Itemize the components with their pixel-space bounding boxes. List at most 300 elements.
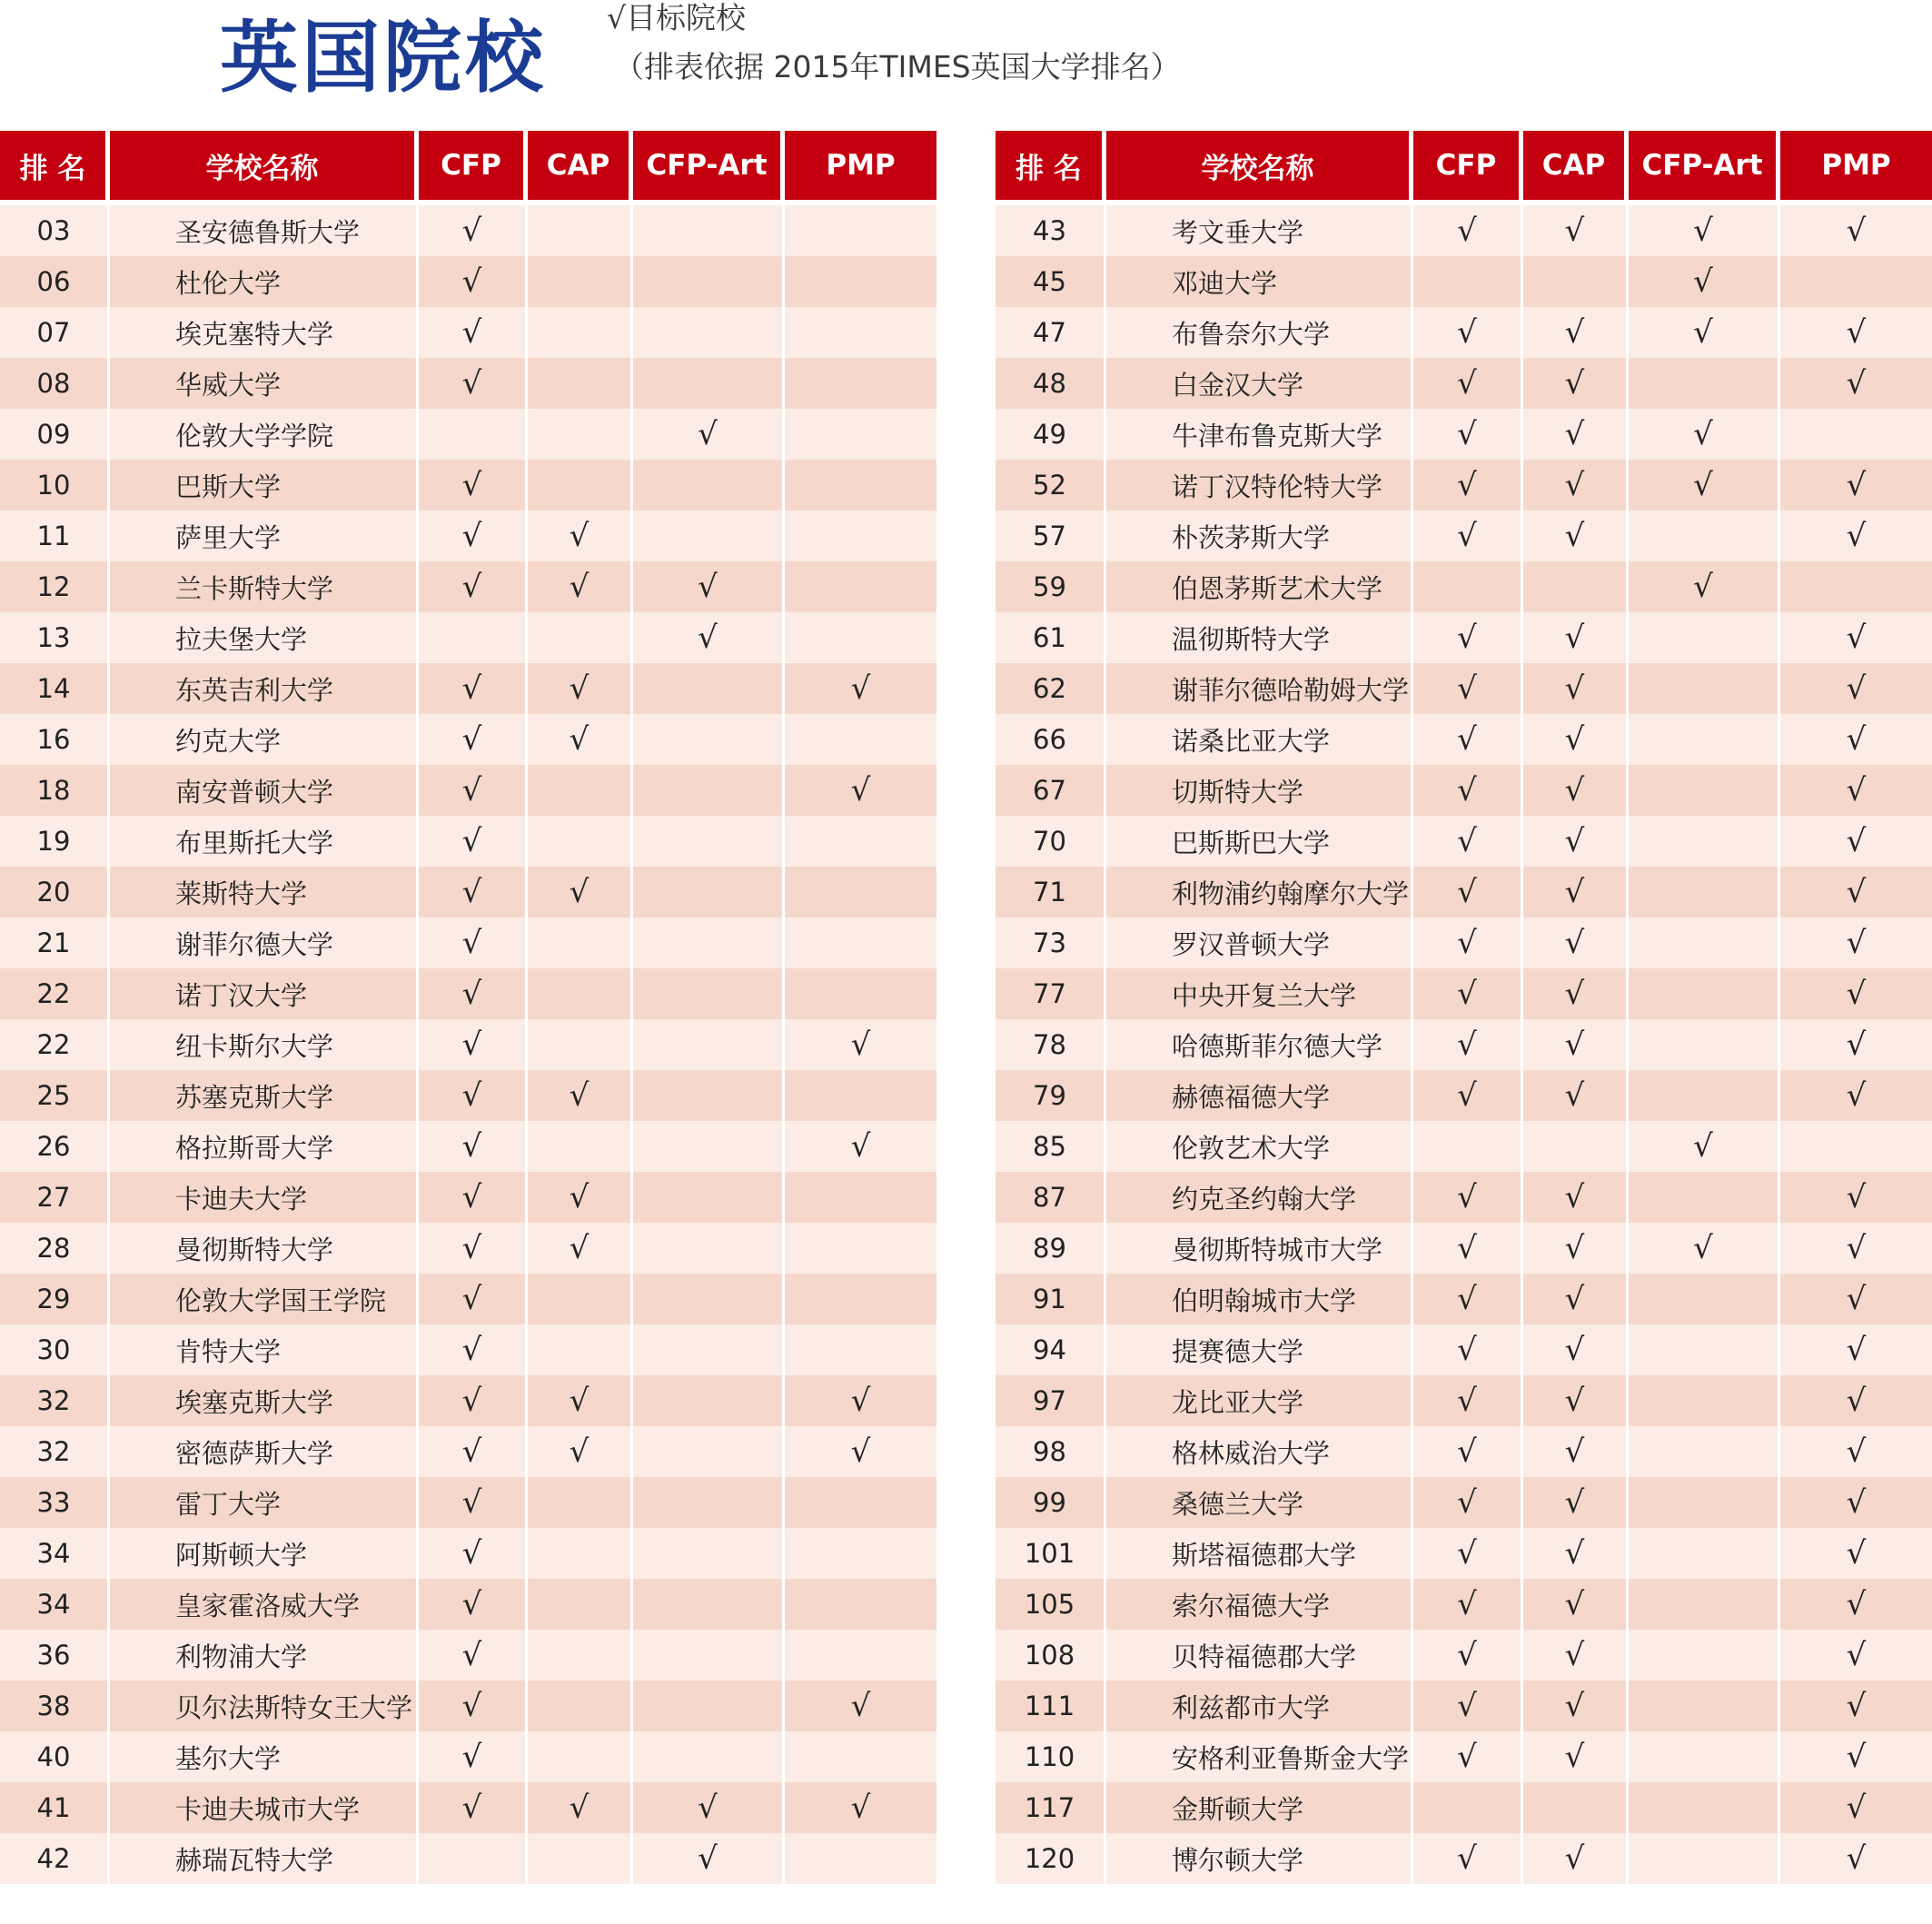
rank-cell: 59 bbox=[996, 561, 1106, 612]
table-row bbox=[996, 1681, 1932, 1731]
cfp-art-check-cell bbox=[1629, 1070, 1780, 1121]
cfp-check-mark: √ bbox=[419, 663, 528, 714]
cap-check-mark: √ bbox=[528, 1070, 633, 1121]
cfp-check-mark: √ bbox=[419, 1528, 528, 1579]
school-name-cell: 华威大学 bbox=[110, 358, 419, 409]
table-row bbox=[0, 1833, 936, 1884]
table-row bbox=[996, 1579, 1932, 1630]
cap-check-cell bbox=[528, 205, 633, 256]
table-row bbox=[0, 1274, 936, 1324]
table-row bbox=[996, 714, 1932, 765]
school-name-cell: 邓迪大学 bbox=[1106, 256, 1413, 307]
table-row bbox=[996, 816, 1932, 867]
cfp-art-check-cell bbox=[633, 1172, 785, 1223]
cap-check-mark: √ bbox=[528, 1375, 633, 1426]
cap-check-mark: √ bbox=[1523, 917, 1629, 968]
cfp-check-mark: √ bbox=[419, 205, 528, 256]
table-row bbox=[996, 1426, 1932, 1477]
cfp-art-check-cell bbox=[1629, 1019, 1780, 1070]
cfp-art-check-cell bbox=[1629, 612, 1780, 663]
cfp-check-mark: √ bbox=[419, 1019, 528, 1070]
cap-check-mark: √ bbox=[1523, 1223, 1629, 1274]
cfp-art-check-cell bbox=[633, 1324, 785, 1375]
cfp-art-check-cell bbox=[633, 917, 785, 968]
cfp-check-mark: √ bbox=[1413, 1426, 1523, 1477]
pmp-check-mark: √ bbox=[1780, 968, 1932, 1019]
table-row bbox=[0, 917, 936, 968]
pmp-check-cell bbox=[785, 307, 936, 358]
cap-check-mark: √ bbox=[528, 714, 633, 765]
cap-check-cell bbox=[528, 1681, 633, 1731]
rank-cell: 98 bbox=[996, 1426, 1106, 1477]
cap-check-mark: √ bbox=[1523, 663, 1629, 714]
cfp-art-check-cell bbox=[633, 1274, 785, 1324]
column-header-pmp: PMP bbox=[1780, 131, 1932, 200]
cfp-art-check-cell bbox=[633, 968, 785, 1019]
school-name-cell: 利物浦大学 bbox=[110, 1630, 419, 1681]
pmp-check-mark: √ bbox=[1780, 1731, 1932, 1782]
pmp-check-mark: √ bbox=[785, 1681, 936, 1731]
column-header-school-name: 学校名称 bbox=[110, 131, 419, 200]
cap-check-mark: √ bbox=[1523, 1070, 1629, 1121]
cfp-art-check-cell bbox=[633, 307, 785, 358]
column-header-school-name: 学校名称 bbox=[1106, 131, 1413, 200]
cap-check-mark: √ bbox=[1523, 968, 1629, 1019]
pmp-check-cell bbox=[1780, 1121, 1932, 1172]
rank-cell: 117 bbox=[996, 1782, 1106, 1833]
pmp-check-mark: √ bbox=[1780, 714, 1932, 765]
cap-check-mark: √ bbox=[1523, 867, 1629, 917]
rank-cell: 36 bbox=[0, 1630, 110, 1681]
cfp-art-check-mark: √ bbox=[633, 1833, 785, 1884]
cfp-check-cell bbox=[1413, 1121, 1523, 1172]
cfp-check-mark: √ bbox=[1413, 1681, 1523, 1731]
cfp-art-check-mark: √ bbox=[1629, 561, 1780, 612]
rank-cell: 34 bbox=[0, 1528, 110, 1579]
school-name-cell: 东英吉利大学 bbox=[110, 663, 419, 714]
school-name-cell: 埃塞克斯大学 bbox=[110, 1375, 419, 1426]
pmp-check-cell bbox=[785, 867, 936, 917]
school-name-cell: 中央开复兰大学 bbox=[1106, 968, 1413, 1019]
table-row bbox=[996, 1223, 1932, 1274]
cfp-check-cell bbox=[419, 409, 528, 460]
school-name-cell: 拉夫堡大学 bbox=[110, 612, 419, 663]
cfp-art-check-cell bbox=[633, 765, 785, 816]
pmp-check-mark: √ bbox=[785, 663, 936, 714]
rank-cell: 32 bbox=[0, 1426, 110, 1477]
rank-cell: 33 bbox=[0, 1477, 110, 1528]
cfp-art-check-mark: √ bbox=[633, 1782, 785, 1833]
rank-cell: 18 bbox=[0, 765, 110, 816]
table-row bbox=[0, 511, 936, 561]
cap-check-mark: √ bbox=[1523, 205, 1629, 256]
cfp-art-check-cell bbox=[1629, 917, 1780, 968]
school-name-cell: 安格利亚鲁斯金大学 bbox=[1106, 1731, 1413, 1782]
pmp-check-mark: √ bbox=[1780, 358, 1932, 409]
cap-check-cell bbox=[528, 1579, 633, 1630]
rank-cell: 67 bbox=[996, 765, 1106, 816]
cfp-check-mark: √ bbox=[1413, 816, 1523, 867]
cfp-check-mark: √ bbox=[419, 1731, 528, 1782]
table-row bbox=[996, 1731, 1932, 1782]
pmp-check-cell bbox=[785, 511, 936, 561]
pmp-check-mark: √ bbox=[785, 1375, 936, 1426]
rank-cell: 06 bbox=[0, 256, 110, 307]
table-row bbox=[0, 1630, 936, 1681]
school-name-cell: 诺丁汉大学 bbox=[110, 968, 419, 1019]
table-row bbox=[0, 1528, 936, 1579]
cfp-art-check-mark: √ bbox=[633, 409, 785, 460]
school-name-cell: 纽卡斯尔大学 bbox=[110, 1019, 419, 1070]
cap-check-mark: √ bbox=[1523, 1274, 1629, 1324]
pmp-check-mark: √ bbox=[1780, 307, 1932, 358]
cfp-check-mark: √ bbox=[1413, 511, 1523, 561]
rank-cell: 22 bbox=[0, 1019, 110, 1070]
rank-cell: 99 bbox=[996, 1477, 1106, 1528]
university-table-right bbox=[996, 131, 1932, 1884]
cfp-art-check-cell bbox=[1629, 358, 1780, 409]
table-row bbox=[0, 1477, 936, 1528]
rank-cell: 21 bbox=[0, 917, 110, 968]
cfp-art-check-cell bbox=[1629, 1731, 1780, 1782]
cfp-art-check-cell bbox=[1629, 1782, 1780, 1833]
cfp-art-check-cell bbox=[633, 816, 785, 867]
pmp-check-cell bbox=[785, 1477, 936, 1528]
rank-cell: 30 bbox=[0, 1324, 110, 1375]
cfp-art-check-cell bbox=[633, 460, 785, 511]
cfp-check-mark: √ bbox=[1413, 1375, 1523, 1426]
rank-cell: 49 bbox=[996, 409, 1106, 460]
pmp-check-mark: √ bbox=[1780, 1324, 1932, 1375]
pmp-check-mark: √ bbox=[1780, 816, 1932, 867]
cfp-check-mark: √ bbox=[419, 511, 528, 561]
pmp-check-cell bbox=[785, 1731, 936, 1782]
cfp-check-mark: √ bbox=[419, 1782, 528, 1833]
rank-cell: 87 bbox=[996, 1172, 1106, 1223]
school-name-cell: 约克大学 bbox=[110, 714, 419, 765]
cap-check-cell bbox=[1523, 1121, 1629, 1172]
pmp-check-mark: √ bbox=[785, 1426, 936, 1477]
cfp-check-mark: √ bbox=[419, 1121, 528, 1172]
cap-check-cell bbox=[528, 409, 633, 460]
table-row bbox=[0, 1223, 936, 1274]
cap-check-mark: √ bbox=[1523, 1375, 1629, 1426]
cap-check-cell bbox=[1523, 561, 1629, 612]
table-row bbox=[0, 1019, 936, 1070]
table-row bbox=[996, 460, 1932, 511]
school-name-cell: 伦敦艺术大学 bbox=[1106, 1121, 1413, 1172]
cfp-art-check-cell bbox=[1629, 511, 1780, 561]
cfp-art-check-cell bbox=[1629, 663, 1780, 714]
pmp-check-mark: √ bbox=[1780, 612, 1932, 663]
rank-cell: 66 bbox=[996, 714, 1106, 765]
cfp-art-check-cell bbox=[633, 1019, 785, 1070]
rank-cell: 12 bbox=[0, 561, 110, 612]
column-header-cap: CAP bbox=[1523, 131, 1629, 200]
school-name-cell: 朴茨茅斯大学 bbox=[1106, 511, 1413, 561]
pmp-check-cell bbox=[1780, 409, 1932, 460]
pmp-check-mark: √ bbox=[1780, 1630, 1932, 1681]
cap-check-mark: √ bbox=[1523, 511, 1629, 561]
rank-cell: 101 bbox=[996, 1528, 1106, 1579]
table-row bbox=[0, 1731, 936, 1782]
pmp-check-cell bbox=[785, 968, 936, 1019]
rank-cell: 34 bbox=[0, 1579, 110, 1630]
school-name-cell: 利物浦约翰摩尔大学 bbox=[1106, 867, 1413, 917]
cap-check-mark: √ bbox=[1523, 358, 1629, 409]
table-row bbox=[0, 1782, 936, 1833]
cfp-check-cell bbox=[1413, 1782, 1523, 1833]
cfp-check-mark: √ bbox=[419, 358, 528, 409]
rank-cell: 71 bbox=[996, 867, 1106, 917]
university-table-left bbox=[0, 131, 936, 1884]
pmp-check-cell bbox=[785, 1833, 936, 1884]
rank-cell: 105 bbox=[996, 1579, 1106, 1630]
table-row bbox=[996, 205, 1932, 256]
rank-cell: 97 bbox=[996, 1375, 1106, 1426]
pmp-check-cell bbox=[785, 358, 936, 409]
school-name-cell: 哈德斯菲尔德大学 bbox=[1106, 1019, 1413, 1070]
table-row bbox=[996, 968, 1932, 1019]
rank-cell: 85 bbox=[996, 1121, 1106, 1172]
cap-check-mark: √ bbox=[1523, 307, 1629, 358]
cfp-check-mark: √ bbox=[419, 1630, 528, 1681]
school-name-cell: 考文垂大学 bbox=[1106, 205, 1413, 256]
column-header-rank: 排 名 bbox=[996, 131, 1106, 200]
cfp-check-mark: √ bbox=[419, 1274, 528, 1324]
cfp-art-check-cell bbox=[1629, 1324, 1780, 1375]
cfp-check-mark: √ bbox=[1413, 307, 1523, 358]
cap-check-mark: √ bbox=[528, 867, 633, 917]
cfp-art-check-cell bbox=[1629, 1274, 1780, 1324]
pmp-check-mark: √ bbox=[1780, 1375, 1932, 1426]
cfp-art-check-cell bbox=[1629, 1477, 1780, 1528]
pmp-check-mark: √ bbox=[1780, 1833, 1932, 1884]
cfp-art-check-cell bbox=[1629, 1579, 1780, 1630]
cfp-check-mark: √ bbox=[1413, 663, 1523, 714]
school-name-cell: 金斯顿大学 bbox=[1106, 1782, 1413, 1833]
cap-check-mark: √ bbox=[1523, 1019, 1629, 1070]
rank-cell: 20 bbox=[0, 867, 110, 917]
table-row bbox=[0, 765, 936, 816]
school-name-cell: 埃克塞特大学 bbox=[110, 307, 419, 358]
school-name-cell: 雷丁大学 bbox=[110, 1477, 419, 1528]
cfp-art-check-mark: √ bbox=[1629, 1223, 1780, 1274]
pmp-check-cell bbox=[785, 205, 936, 256]
table-row bbox=[996, 1477, 1932, 1528]
school-name-cell: 苏塞克斯大学 bbox=[110, 1070, 419, 1121]
cfp-check-mark: √ bbox=[419, 714, 528, 765]
school-name-cell: 卡迪夫城市大学 bbox=[110, 1782, 419, 1833]
table-row bbox=[996, 1121, 1932, 1172]
ranking-basis-note: （排表依据 2015年TIMES英国大学排名） bbox=[614, 49, 1181, 84]
cfp-art-check-cell bbox=[1629, 1375, 1780, 1426]
cfp-art-check-cell bbox=[633, 1528, 785, 1579]
table-row bbox=[0, 714, 936, 765]
rank-cell: 91 bbox=[996, 1274, 1106, 1324]
pmp-check-cell bbox=[785, 561, 936, 612]
cap-check-mark: √ bbox=[1523, 1426, 1629, 1477]
table-row bbox=[0, 1172, 936, 1223]
school-name-cell: 卡迪夫大学 bbox=[110, 1172, 419, 1223]
table-row bbox=[996, 511, 1932, 561]
school-name-cell: 伦敦大学学院 bbox=[110, 409, 419, 460]
cap-check-cell bbox=[528, 1121, 633, 1172]
school-name-cell: 杜伦大学 bbox=[110, 256, 419, 307]
pmp-check-mark: √ bbox=[1780, 1528, 1932, 1579]
pmp-check-mark: √ bbox=[785, 1019, 936, 1070]
cap-check-mark: √ bbox=[528, 1426, 633, 1477]
rank-cell: 45 bbox=[996, 256, 1106, 307]
cfp-art-check-cell bbox=[1629, 867, 1780, 917]
school-name-cell: 密德萨斯大学 bbox=[110, 1426, 419, 1477]
column-header-rank: 排 名 bbox=[0, 131, 110, 200]
table-row bbox=[996, 561, 1932, 612]
cfp-check-mark: √ bbox=[419, 765, 528, 816]
school-name-cell: 牛津布鲁克斯大学 bbox=[1106, 409, 1413, 460]
cfp-check-mark: √ bbox=[1413, 867, 1523, 917]
cap-check-cell bbox=[528, 256, 633, 307]
table-row bbox=[996, 1019, 1932, 1070]
school-name-cell: 布鲁奈尔大学 bbox=[1106, 307, 1413, 358]
column-header-cfp-art: CFP-Art bbox=[1629, 131, 1780, 200]
cfp-check-mark: √ bbox=[419, 1579, 528, 1630]
cap-check-cell bbox=[528, 968, 633, 1019]
table-row bbox=[996, 307, 1932, 358]
rank-cell: 42 bbox=[0, 1833, 110, 1884]
school-name-cell: 白金汉大学 bbox=[1106, 358, 1413, 409]
pmp-check-mark: √ bbox=[1780, 1681, 1932, 1731]
cap-check-mark: √ bbox=[1523, 1579, 1629, 1630]
cap-check-mark: √ bbox=[1523, 765, 1629, 816]
cfp-check-mark: √ bbox=[419, 1070, 528, 1121]
school-name-cell: 伯明翰城市大学 bbox=[1106, 1274, 1413, 1324]
school-name-cell: 皇家霍洛威大学 bbox=[110, 1579, 419, 1630]
rank-cell: 62 bbox=[996, 663, 1106, 714]
column-header-cfp: CFP bbox=[1413, 131, 1523, 200]
pmp-check-cell bbox=[1780, 256, 1932, 307]
cap-check-cell bbox=[528, 358, 633, 409]
cap-check-mark: √ bbox=[528, 1172, 633, 1223]
rank-cell: 41 bbox=[0, 1782, 110, 1833]
school-name-cell: 布里斯托大学 bbox=[110, 816, 419, 867]
school-name-cell: 贝特福德郡大学 bbox=[1106, 1630, 1413, 1681]
table-row bbox=[0, 205, 936, 256]
cfp-art-check-cell bbox=[633, 1070, 785, 1121]
table-row bbox=[996, 1324, 1932, 1375]
school-name-cell: 肯特大学 bbox=[110, 1324, 419, 1375]
rank-cell: 110 bbox=[996, 1731, 1106, 1782]
rank-cell: 111 bbox=[996, 1681, 1106, 1731]
cfp-check-mark: √ bbox=[1413, 1731, 1523, 1782]
school-name-cell: 约克圣约翰大学 bbox=[1106, 1172, 1413, 1223]
school-name-cell: 博尔顿大学 bbox=[1106, 1833, 1413, 1884]
table-row bbox=[0, 867, 936, 917]
table-row bbox=[0, 1324, 936, 1375]
legend-note: √目标院校 bbox=[607, 0, 747, 35]
school-name-cell: 温彻斯特大学 bbox=[1106, 612, 1413, 663]
rank-cell: 07 bbox=[0, 307, 110, 358]
table-row bbox=[0, 1426, 936, 1477]
school-name-cell: 兰卡斯特大学 bbox=[110, 561, 419, 612]
table-row bbox=[0, 307, 936, 358]
table-row bbox=[996, 358, 1932, 409]
cap-check-mark: √ bbox=[1523, 1833, 1629, 1884]
cfp-art-check-cell bbox=[633, 1223, 785, 1274]
page-title: 英国院校 bbox=[220, 13, 547, 104]
pmp-check-cell bbox=[785, 612, 936, 663]
cfp-check-cell bbox=[419, 1833, 528, 1884]
rank-cell: 08 bbox=[0, 358, 110, 409]
cfp-check-mark: √ bbox=[419, 1172, 528, 1223]
table-row bbox=[0, 1681, 936, 1731]
cap-check-cell bbox=[528, 765, 633, 816]
school-name-cell: 赫瑞瓦特大学 bbox=[110, 1833, 419, 1884]
cfp-check-mark: √ bbox=[1413, 1477, 1523, 1528]
cap-check-cell bbox=[528, 1477, 633, 1528]
cfp-art-check-cell bbox=[633, 256, 785, 307]
cfp-check-mark: √ bbox=[419, 460, 528, 511]
pmp-check-cell bbox=[785, 917, 936, 968]
cap-check-cell bbox=[528, 1833, 633, 1884]
table-row bbox=[0, 1579, 936, 1630]
cfp-check-mark: √ bbox=[419, 867, 528, 917]
pmp-check-cell bbox=[785, 409, 936, 460]
school-name-cell: 莱斯特大学 bbox=[110, 867, 419, 917]
cfp-art-check-cell bbox=[633, 1426, 785, 1477]
pmp-check-cell bbox=[785, 1579, 936, 1630]
school-name-cell: 索尔福德大学 bbox=[1106, 1579, 1413, 1630]
cap-check-cell bbox=[528, 1324, 633, 1375]
pmp-check-cell bbox=[785, 1070, 936, 1121]
school-name-cell: 格拉斯哥大学 bbox=[110, 1121, 419, 1172]
pmp-check-cell bbox=[785, 256, 936, 307]
cfp-check-mark: √ bbox=[1413, 1579, 1523, 1630]
cap-check-mark: √ bbox=[1523, 714, 1629, 765]
pmp-check-mark: √ bbox=[1780, 1477, 1932, 1528]
table-row bbox=[0, 1121, 936, 1172]
table-row bbox=[0, 1375, 936, 1426]
pmp-check-cell bbox=[785, 714, 936, 765]
rank-cell: 52 bbox=[996, 460, 1106, 511]
cap-check-cell bbox=[528, 1019, 633, 1070]
pmp-check-mark: √ bbox=[1780, 1019, 1932, 1070]
rank-cell: 120 bbox=[996, 1833, 1106, 1884]
rank-cell: 11 bbox=[0, 511, 110, 561]
cap-check-cell bbox=[528, 1274, 633, 1324]
cfp-check-mark: √ bbox=[419, 1324, 528, 1375]
cap-check-cell bbox=[528, 816, 633, 867]
table-row bbox=[0, 1070, 936, 1121]
cfp-check-mark: √ bbox=[1413, 917, 1523, 968]
cfp-art-check-cell bbox=[1629, 1630, 1780, 1681]
school-name-cell: 曼彻斯特城市大学 bbox=[1106, 1223, 1413, 1274]
pmp-check-cell bbox=[785, 1274, 936, 1324]
cfp-art-check-cell bbox=[633, 867, 785, 917]
cfp-art-check-cell bbox=[1629, 1528, 1780, 1579]
school-name-cell: 提赛德大学 bbox=[1106, 1324, 1413, 1375]
pmp-check-cell bbox=[785, 1528, 936, 1579]
cfp-art-check-cell bbox=[633, 1121, 785, 1172]
school-name-cell: 切斯特大学 bbox=[1106, 765, 1413, 816]
rank-cell: 27 bbox=[0, 1172, 110, 1223]
table-row bbox=[0, 561, 936, 612]
rank-cell: 03 bbox=[0, 205, 110, 256]
rank-cell: 09 bbox=[0, 409, 110, 460]
cfp-check-mark: √ bbox=[419, 1477, 528, 1528]
rank-cell: 73 bbox=[996, 917, 1106, 968]
table-row bbox=[0, 460, 936, 511]
